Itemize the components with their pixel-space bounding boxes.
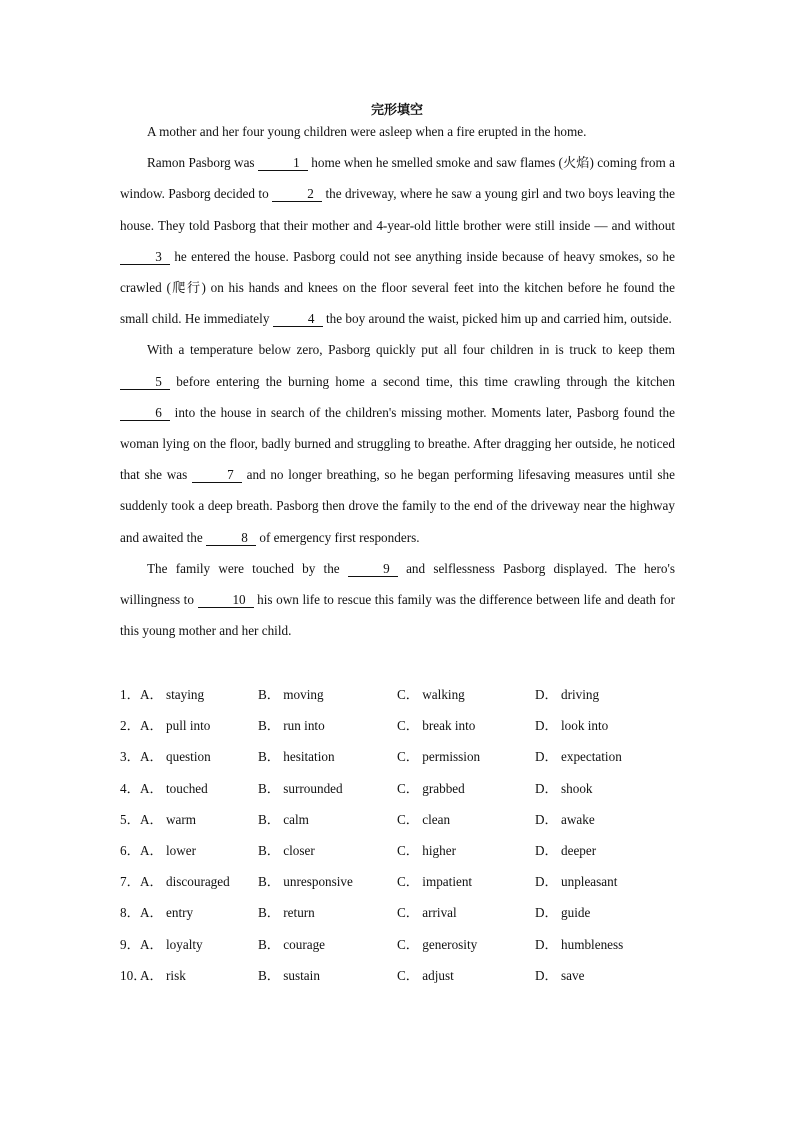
option-c: C． generosity xyxy=(397,936,478,952)
option-c: C． break into xyxy=(397,718,476,734)
question-row xyxy=(120,835,680,866)
option-b: B． sustain xyxy=(258,967,320,983)
paragraph xyxy=(120,553,675,647)
option-c: C． adjust xyxy=(397,967,454,983)
question-number: 10． xyxy=(120,967,147,983)
option-b: B． calm xyxy=(258,811,309,827)
passage-text: A mother and her four young children were asleep when a fire erupted in the home. xyxy=(147,124,587,139)
blank: 7 xyxy=(192,468,242,483)
question-number: 2． xyxy=(120,718,140,734)
passage-text: his own life to rescue this family was the difference between life and death for this young mother and her child. xyxy=(120,592,675,639)
option-d: D． deeper xyxy=(535,842,597,858)
option-c: C． higher xyxy=(397,842,456,858)
question-row xyxy=(120,773,680,804)
passage-text: Ramon Pasborg was xyxy=(147,155,258,171)
option-d: D． save xyxy=(535,967,585,983)
passage-text: With a temperature below zero, Pasborg quickly put all four children in is truck to keep them xyxy=(147,342,675,358)
passage-text: and no longer breathing, so he began performing lifesaving measures until she suddenly took a deep breath. Pasborg then drove the family to the end of the driveway near the highway and awaited the xyxy=(120,467,675,545)
passage-text: before entering the burning home a second time, this time crawling through the kitchen xyxy=(170,373,675,389)
blank: 1 xyxy=(258,156,308,171)
question-row xyxy=(120,960,680,991)
question-row xyxy=(120,679,680,710)
question-number: 3． xyxy=(120,749,140,765)
passage-text: into the house in search of the children's missing mother. Moments later, Pasborg found the woman lying on the floor, badly burned and struggling to breathe. After dragging her outside, he noticed that she was xyxy=(120,404,675,483)
question-number: 5． xyxy=(120,811,140,827)
blank: 9 xyxy=(348,562,398,577)
question-row xyxy=(120,741,680,772)
paragraph xyxy=(120,116,675,147)
passage-text: of emergency first responders. xyxy=(256,529,420,545)
passage xyxy=(120,116,675,646)
option-d: D． awake xyxy=(535,811,595,827)
option-b: B． surrounded xyxy=(258,780,343,796)
option-c: C． impatient xyxy=(397,874,473,890)
option-a: A． loyalty xyxy=(140,936,203,952)
option-a: A． discouraged xyxy=(140,874,230,890)
option-c: C． arrival xyxy=(397,905,457,921)
page-title: 完形填空 xyxy=(370,103,423,118)
option-a: A． pull into xyxy=(140,718,211,734)
option-c: C． clean xyxy=(397,811,451,827)
option-c: C． walking xyxy=(397,687,465,702)
passage-text: the driveway, where he saw a young girl and two boys leaving the house. They told Pasborg that their mother and 4-year-old little brother were still inside — and without xyxy=(120,186,675,233)
passage-text: he entered the house. Pasborg could not see anything inside because of heavy smokes, so he crawled (爬行) on his hands and knees on the floor several feet into the kitchen before he found the small child. He immediately xyxy=(120,248,675,327)
option-d: D． guide xyxy=(535,905,591,921)
passage-text: home when he smelled smoke and saw flames (火焰) coming from a window. Pasborg decided to xyxy=(120,155,675,202)
option-c: C． permission xyxy=(397,749,481,765)
answer-options xyxy=(120,679,680,991)
question-row xyxy=(120,929,680,960)
blank: 6 xyxy=(120,406,170,421)
option-a: A． question xyxy=(140,749,211,765)
question-number: 1． xyxy=(120,687,140,702)
option-b: B． run into xyxy=(258,718,325,734)
blank: 5 xyxy=(120,375,170,390)
blank: 3 xyxy=(120,250,170,265)
option-a: A． warm xyxy=(140,811,197,827)
option-b: B． unresponsive xyxy=(258,874,353,890)
paragraph xyxy=(120,147,675,334)
option-a: A． entry xyxy=(140,905,194,921)
option-d: D． look into xyxy=(535,718,609,734)
option-b: B． moving xyxy=(258,687,324,702)
question-row xyxy=(120,804,680,835)
question-row xyxy=(120,866,680,897)
option-d: D． driving xyxy=(535,687,600,702)
blank: 2 xyxy=(272,187,322,202)
option-c: C． grabbed xyxy=(397,780,465,796)
option-a: A． lower xyxy=(140,842,197,858)
option-d: D． shook xyxy=(535,780,593,796)
blank: 8 xyxy=(206,531,256,546)
option-a: A． risk xyxy=(140,967,186,983)
question-number: 4． xyxy=(120,780,140,796)
blank: 10 xyxy=(198,593,254,608)
passage-text: the boy around the waist, picked him up and carried him, outside. xyxy=(322,311,672,327)
option-b: B． hesitation xyxy=(258,749,335,765)
passage-text: The family were touched by the xyxy=(147,560,348,576)
blank: 4 xyxy=(273,312,323,327)
passage-text: and selflessness Pasborg displayed. The hero's willingness to xyxy=(120,560,675,608)
option-d: D． expectation xyxy=(535,749,622,765)
option-b: B． closer xyxy=(258,842,315,858)
option-b: B． courage xyxy=(258,936,326,952)
option-a: A． staying xyxy=(140,687,205,702)
question-number: 9． xyxy=(120,936,140,952)
question-row xyxy=(120,710,680,741)
question-row xyxy=(120,897,680,928)
option-b: B． return xyxy=(258,905,315,921)
question-number: 7． xyxy=(120,874,140,890)
paragraph xyxy=(120,334,675,552)
question-number: 6． xyxy=(120,842,140,858)
question-number: 8． xyxy=(120,905,140,921)
option-d: D． unpleasant xyxy=(535,874,618,890)
option-d: D． humbleness xyxy=(535,936,624,952)
option-a: A． touched xyxy=(140,780,208,796)
